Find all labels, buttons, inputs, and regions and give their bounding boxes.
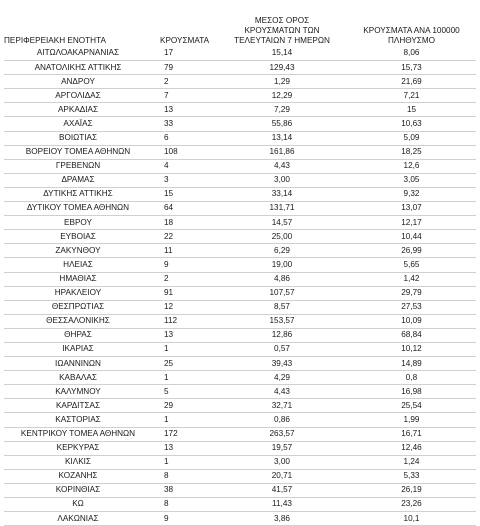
cell-cases: 22: [164, 231, 174, 241]
cell-region: ΚΙΛΚΙΣ: [64, 457, 91, 467]
cell-per100k: 16,98: [401, 386, 422, 396]
cell-avg7: 19,00: [271, 259, 293, 269]
table-row: [4, 413, 476, 427]
cell-avg7: 0,57: [274, 344, 290, 354]
header-cases: ΚΡΟΥΣΜΑΤΑ: [160, 36, 210, 45]
cell-avg7: 7,29: [274, 104, 290, 114]
cell-avg7: 4,43: [274, 386, 290, 396]
cell-per100k: 23,26: [401, 499, 422, 509]
table-row: [4, 342, 476, 356]
cell-region: ΗΛΕΙΑΣ: [63, 259, 93, 269]
table-row: [4, 427, 476, 441]
cell-region: ΔΥΤΙΚΗΣ ΑΤΤΙΚΗΣ: [43, 189, 113, 199]
cell-per100k: 16,71: [401, 428, 422, 438]
cell-avg7: 39,43: [271, 358, 293, 368]
cell-per100k: 10,12: [401, 344, 422, 354]
cell-cases: 8: [164, 499, 169, 509]
cell-cases: 11: [164, 245, 173, 255]
cell-per100k: 7,21: [403, 90, 420, 100]
cell-region: ΑΝΔΡΟΥ: [61, 76, 95, 86]
cell-region: ΑΝΑΤΟΛΙΚΗΣ ΑΤΤΙΚΗΣ: [34, 62, 122, 72]
cell-per100k: 29,79: [401, 288, 422, 298]
table-row: [4, 455, 476, 469]
cell-region: ΙΩΑΝΝΙΝΩΝ: [55, 358, 101, 368]
cell-avg7: 4,43: [274, 161, 290, 171]
cell-per100k: 13,07: [401, 203, 422, 213]
table-row: [4, 173, 476, 187]
cell-per100k: 10,09: [401, 316, 422, 326]
cell-region: ΕΥΒΟΙΑΣ: [60, 231, 96, 241]
cell-cases: 8: [164, 471, 169, 481]
cell-cases: 38: [164, 485, 174, 495]
cell-avg7: 129,43: [269, 62, 295, 72]
cell-per100k: 5,09: [403, 133, 420, 142]
table-row: [4, 89, 476, 103]
cell-region: ΚΩ: [72, 499, 84, 509]
cell-avg7: 161,86: [269, 147, 295, 157]
cell-avg7: 55,86: [271, 118, 293, 128]
cell-region: ΚΟΖΑΝΗΣ: [58, 471, 98, 481]
cell-avg7: 20,71: [271, 471, 293, 481]
cell-per100k: 15,73: [401, 62, 422, 72]
cell-avg7: 15,14: [271, 48, 293, 58]
cell-cases: 1: [164, 414, 169, 424]
cell-avg7: 12,29: [271, 90, 293, 100]
cell-region: ΑΧΑΪΑΣ: [63, 118, 93, 128]
cell-avg7: 19,57: [271, 443, 293, 453]
cell-cases: 13: [164, 330, 174, 340]
cell-per100k: 14,89: [401, 358, 422, 368]
cell-region: ΖΑΚΥΝΘΟΥ: [55, 245, 101, 255]
cell-per100k: 25,54: [401, 400, 422, 410]
cell-cases: 91: [164, 288, 174, 298]
cell-cases: 172: [164, 428, 178, 438]
cell-per100k: 27,53: [401, 302, 422, 312]
cell-region: ΔΡΑΜΑΣ: [61, 175, 95, 185]
table-row: [4, 300, 476, 314]
cell-per100k: 10,44: [401, 231, 422, 241]
cell-cases: 6: [164, 133, 169, 142]
cell-cases: 112: [164, 316, 178, 326]
cell-avg7: 33,14: [271, 189, 293, 199]
cell-region: ΘΗΡΑΣ: [64, 330, 92, 340]
cell-cases: 79: [164, 62, 174, 72]
cell-per100k: 9,32: [403, 189, 420, 199]
cell-per100k: 12,6: [403, 161, 420, 171]
cell-avg7: 4,86: [274, 273, 290, 283]
cell-avg7: 131,71: [269, 203, 295, 213]
cell-per100k: 5,33: [403, 471, 420, 481]
table-row: [4, 357, 476, 371]
table-row: [4, 216, 476, 230]
table-row: [4, 131, 476, 145]
table-body: [4, 47, 476, 526]
table-row: [4, 159, 476, 173]
cell-cases: 108: [164, 147, 178, 157]
cell-per100k: 1,99: [403, 414, 420, 424]
cell-avg7: 3,86: [274, 513, 290, 523]
table-row: [4, 385, 476, 399]
cell-region: ΔΥΤΙΚΟΥ ΤΟΜΕΑ ΑΘΗΝΩΝ: [26, 203, 130, 213]
cell-region: ΒΟΙΩΤΙΑΣ: [58, 133, 98, 142]
cell-avg7: 3,00: [274, 457, 290, 467]
cell-cases: 1: [164, 457, 169, 467]
cell-avg7: 3,00: [274, 175, 290, 185]
cell-region: ΛΑΚΩΝΙΑΣ: [57, 513, 99, 523]
cell-cases: 13: [164, 443, 174, 453]
cell-avg7: 8,57: [274, 302, 290, 312]
cell-region: ΑΡΓΟΛΙΔΑΣ: [55, 90, 101, 100]
cell-per100k: 0,8: [405, 372, 418, 382]
table-row: [4, 103, 476, 117]
cell-per100k: 18,25: [401, 147, 422, 157]
table-row: [4, 399, 476, 413]
cell-cases: 64: [164, 203, 174, 213]
cell-region: ΚΕΡΚΥΡΑΣ: [56, 443, 100, 453]
cell-avg7: 6,29: [274, 245, 290, 255]
cell-avg7: 107,57: [269, 288, 295, 298]
table-row: [4, 230, 476, 244]
cell-cases: 25: [164, 358, 174, 368]
cell-per100k: 5,65: [403, 259, 420, 269]
cell-cases: 4: [164, 161, 169, 171]
cell-cases: 9: [164, 259, 169, 269]
cell-avg7: 11,43: [272, 499, 292, 509]
cell-cases: 33: [164, 118, 174, 128]
table-row: [4, 483, 476, 497]
table-row: [4, 286, 476, 300]
cell-per100k: 10,63: [401, 118, 422, 128]
cell-region: ΘΕΣΠΡΩΤΙΑΣ: [51, 302, 105, 312]
table-row: [4, 272, 476, 286]
cell-cases: 5: [164, 386, 169, 396]
cell-avg7: 1,29: [274, 76, 290, 86]
cell-cases: 2: [164, 76, 169, 86]
header-avg7: ΜΕΣΟΣ ΟΡΟΣ ΚΡΟΥΣΜΑΤΩΝ ΤΩΝ ΤΕΛΕΥΤΑΙΩΝ 7 ΗΜΕΡΩΝ: [234, 16, 330, 45]
cell-avg7: 13,14: [271, 133, 293, 142]
table-row: [4, 314, 476, 328]
cell-per100k: 68,84: [401, 330, 422, 340]
cell-cases: 17: [164, 48, 174, 58]
cell-region: ΙΚΑΡΙΑΣ: [62, 344, 94, 354]
table-row: [4, 202, 476, 216]
cell-per100k: 1,42: [403, 273, 420, 283]
cell-region: ΚΑΛΥΜΝΟΥ: [55, 386, 101, 396]
table-row: [4, 469, 476, 483]
table-row: [4, 328, 476, 342]
cell-cases: 7: [164, 90, 169, 100]
cell-region: ΓΡΕΒΕΝΩΝ: [55, 161, 101, 171]
cell-region: ΘΕΣΣΑΛΟΝΙΚΗΣ: [46, 316, 110, 326]
cell-cases: 9: [164, 513, 169, 523]
cell-cases: 13: [164, 104, 174, 114]
cell-per100k: 26,19: [401, 485, 422, 495]
cell-region: ΚΑΣΤΟΡΙΑΣ: [55, 414, 101, 424]
table-row: [4, 61, 476, 75]
cell-avg7: 14,57: [271, 217, 293, 227]
header-row: [4, 8, 476, 47]
header-region: ΠΕΡΙΦΕΡΕΙΑΚΗ ΕΝΟΤΗΤΑ: [4, 36, 106, 45]
cell-per100k: 15: [406, 104, 417, 114]
table-row: [4, 371, 476, 385]
cell-region: ΚΕΝΤΡΙΚΟΥ ΤΟΜΕΑ ΑΘΗΝΩΝ: [20, 428, 136, 438]
cell-avg7: 41,57: [271, 485, 293, 495]
table-row: [4, 512, 476, 526]
cell-region: ΗΡΑΚΛΕΙΟΥ: [54, 288, 102, 298]
table-row: [4, 47, 476, 61]
table-row: [4, 498, 476, 512]
cell-region: ΕΒΡΟΥ: [64, 217, 92, 227]
cell-avg7: 153,57: [269, 316, 295, 326]
regional-cases-table: [4, 8, 476, 526]
cell-avg7: 32,71: [271, 400, 293, 410]
cell-region: ΚΑΡΔΙΤΣΑΣ: [55, 400, 101, 410]
cell-cases: 1: [164, 344, 169, 354]
cell-avg7: 4,29: [274, 372, 290, 382]
header-per100k: ΚΡΟΥΣΜΑΤΑ ΑΝΑ 100000 ΠΛΗΘΥΣΜΟ: [363, 26, 460, 45]
cell-per100k: 12,46: [401, 443, 422, 453]
table-row: [4, 258, 476, 272]
cell-region: ΚΟΡΙΝΘΙΑΣ: [55, 485, 101, 495]
cell-per100k: 21,69: [401, 76, 422, 86]
table-row: [4, 441, 476, 455]
table-row: [4, 145, 476, 159]
cell-region: ΒΟΡΕΙΟΥ ΤΟΜΕΑ ΑΘΗΝΩΝ: [25, 147, 131, 157]
cell-per100k: 3,05: [403, 175, 420, 185]
cell-cases: 12: [164, 302, 174, 312]
cell-avg7: 263,57: [269, 428, 295, 438]
cell-region: ΑΡΚΑΔΙΑΣ: [57, 104, 99, 114]
cell-avg7: 25,00: [271, 231, 293, 241]
cell-region: ΑΙΤΩΛΟΑΚΑΡΝΑΝΙΑΣ: [36, 48, 120, 58]
cell-avg7: 0,86: [274, 414, 290, 424]
cell-per100k: 26,99: [401, 245, 422, 255]
cell-cases: 18: [164, 217, 174, 227]
table-row: [4, 244, 476, 258]
cell-cases: 15: [164, 189, 174, 199]
cell-cases: 29: [164, 400, 174, 410]
cell-cases: 1: [164, 372, 169, 382]
table-row: [4, 75, 476, 89]
table-row: [4, 117, 476, 131]
table-row: [4, 187, 476, 201]
cell-avg7: 12,86: [271, 330, 293, 340]
cell-region: ΗΜΑΘΙΑΣ: [59, 273, 97, 283]
cell-cases: 3: [164, 175, 169, 185]
cell-per100k: 1,24: [403, 457, 420, 467]
cell-region: ΚΑΒΑΛΑΣ: [59, 372, 97, 382]
cell-per100k: 8,06: [403, 48, 420, 58]
cell-per100k: 12,17: [401, 217, 422, 227]
cell-cases: 2: [164, 273, 169, 283]
cell-per100k: 10,1: [403, 513, 420, 523]
